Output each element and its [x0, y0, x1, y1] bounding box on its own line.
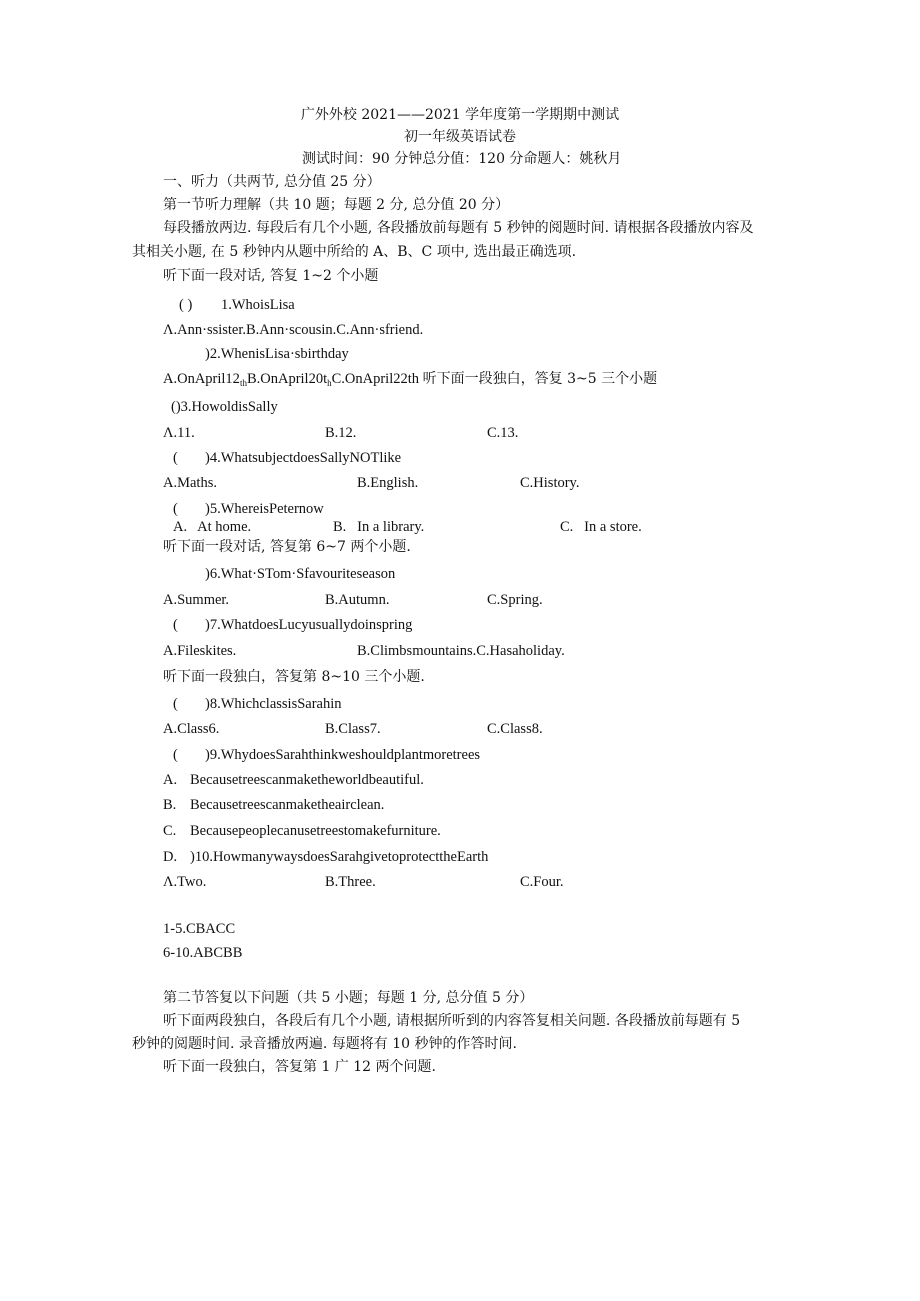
exam-info: 测试时间：90 分钟总分值：120 分命题人：姚秋月 [302, 151, 622, 167]
part2-instructions-line2: 秒钟的阅题时间. 录音播放两遍. 每题将有 10 秒钟的作答时间. [132, 1036, 517, 1052]
q3-option-a: Λ.11. [163, 425, 195, 441]
instructions-line2: 其相关小题, 在 5 秒钟内从题中所给的 A、B、C 项中, 选出最正确选项. [132, 244, 577, 260]
q9-stem: )9.WhydoesSarahthinkweshouldplantmoretrees [205, 747, 481, 763]
q4-option-a: A.Maths. [163, 475, 217, 491]
q9-option-c-label: C. [163, 823, 177, 839]
q4-stem: )4.WhatsubjectdoesSallyNOTlike [205, 450, 402, 466]
q2-options-line [163, 370, 657, 392]
q2-option-a: A.OnApril12 [163, 371, 240, 387]
q5-stem: )5.WhereisPeternow [205, 501, 324, 517]
q8-bracket: ( [173, 696, 178, 712]
q7-bracket: ( [173, 617, 178, 633]
exam-title: 广外外校 2021——2021 学年度第一学期期中测试 [300, 107, 620, 123]
q9-option-b: Becausetreescanmaketheairclean. [190, 797, 385, 813]
q6-option-b: B.Autumn. [325, 592, 390, 608]
q4-option-c: C.History. [520, 475, 580, 491]
q8-stem: )8.WhichclassisSarahin [205, 696, 342, 712]
q10-stem: )10.HowmanywaysdoesSarahgivetoprotecttheEarth [190, 849, 489, 865]
instructions-line1: 每段播放两边. 每段后有几个小题, 各段播放前每题有 5 秒钟的阅题时间. 请根据各段播放内容及 [163, 220, 754, 236]
q9-option-a: Becausetreescanmaketheworldbeautiful. [190, 772, 424, 788]
q6-option-a: A.Summer. [163, 592, 230, 608]
exam-subtitle: 初一年级英语试卷 [404, 129, 516, 145]
q7-stem: )7.WhatdoesLucyusuallydoinspring [205, 617, 413, 633]
q7-options-bc: B.Climbsmountains.C.Hasaholiday. [357, 643, 565, 659]
q1-options: Λ.Ann·ssister.B.Ann·scousin.C.Ann·sfriend. [163, 322, 424, 338]
q5-option-b: B. In a library. [333, 519, 425, 535]
answer-key-6-10: 6-10.ABCBB [163, 945, 243, 961]
answer-key-1-5: 1-5.CBACC [163, 921, 236, 937]
q8-option-c: C.Class8. [487, 721, 543, 737]
part2-group1-prompt: 听下面一段独白，答复第 1 广 12 两个问题. [163, 1059, 436, 1075]
q10-option-c: C.Four. [520, 874, 564, 890]
q8-option-b: B.Class7. [325, 721, 381, 737]
q1-bracket: ( ) [179, 297, 193, 313]
q1-stem: 1.WhoisLisa [221, 297, 295, 313]
part2-heading: 第二节答复以下问题（共 5 小题；每题 1 分, 总分值 5 分） [163, 990, 534, 1006]
q8-option-a: A.Class6. [163, 721, 220, 737]
q9-option-c: Becausepeoplecanusetreestomakefurniture. [190, 823, 441, 839]
q2-option-c: C.OnApril22th [331, 371, 420, 387]
q6-stem: )6.What·STom·Sfavouriteseason [205, 566, 396, 582]
q5-option-c: C. In a store. [560, 519, 642, 535]
q5-bracket: ( [173, 501, 178, 517]
q2-sub-b: h [327, 378, 332, 388]
section1-heading: 一、听力（共两节, 总分值 25 分） [163, 174, 381, 190]
part2-instructions-line1: 听下面两段独白，各段后有几个小题, 请根据所听到的内容答复相关问题. 各段播放前每题有 5 [163, 1013, 741, 1029]
q3-option-c: C.13. [487, 425, 519, 441]
q4-bracket: ( [173, 450, 178, 466]
group4-prompt: 听下面一段独白，答复第 8~10 三个小题. [163, 669, 425, 685]
group2-prompt: 听下面一段独白，答复 3~5 三个小题 [422, 371, 658, 387]
q9-option-b-label: B. [163, 797, 177, 813]
q9-bracket: ( [173, 747, 178, 763]
q7-option-a: A.Fileskites. [163, 643, 237, 659]
q6-option-c: C.Spring. [487, 592, 543, 608]
q5-option-a: A. At home. [173, 519, 252, 535]
q2-option-b: B.OnApril20t [246, 371, 328, 387]
q2-sub-a: th [239, 378, 247, 388]
q2-stem: )2.WhenisLisa·sbirthday [205, 346, 349, 362]
q10-label: D. [163, 849, 178, 865]
part1-heading: 第一节听力理解（共 10 题；每题 2 分, 总分值 20 分） [163, 197, 510, 213]
q4-option-b: B.English. [357, 475, 419, 491]
q9-option-a-label: A. [163, 772, 178, 788]
q3-option-b: B.12. [325, 425, 357, 441]
group1-prompt: 听下面一段对话, 答复 1~2 个小题 [163, 268, 379, 284]
q10-option-b: B.Three. [325, 874, 376, 890]
group3-prompt: 听下面一段对话, 答复第 6~7 两个小题. [163, 539, 411, 555]
q10-option-a: Λ.Two. [163, 874, 207, 890]
q3-stem: ()3.HowoldisSally [171, 399, 278, 415]
